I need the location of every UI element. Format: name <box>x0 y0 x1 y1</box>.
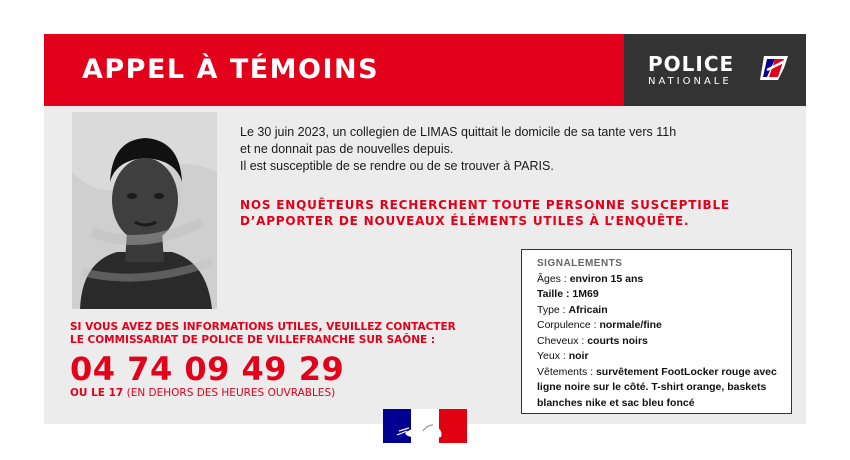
description-line: Il est susceptible de se rendre ou de se trouver à PARIS. <box>240 159 554 173</box>
signalement-key: Âges : <box>537 272 567 285</box>
missing-person-photo <box>72 112 217 309</box>
contact-instructions <box>70 321 540 347</box>
description-line: Le 30 juin 2023, un collegien de LIMAS quittait le domicile de sa tante vers 11h <box>240 125 677 139</box>
appeal-line: NOS ENQUÊTEURS RECHERCHENT TOUTE PERSONNE SUSCEPTIBLE <box>240 198 730 212</box>
portrait-image <box>72 112 217 309</box>
case-description <box>240 124 780 175</box>
signalement-row <box>537 365 783 412</box>
description-box <box>521 249 792 414</box>
description-line: et ne donnait pas de nouvelles depuis. <box>240 142 454 156</box>
signalement-value: environ 15 ans <box>569 272 644 285</box>
signalement-row <box>537 287 783 303</box>
signalement-row <box>537 318 783 334</box>
signalement-row <box>537 334 783 350</box>
appeal-line: D’APPORTER DE NOUVEAUX ÉLÉMENTS UTILES À L’ENQUÊTE. <box>240 214 690 228</box>
signalement-row <box>537 303 783 319</box>
signalement-value: survêtement FootLocker rouge avec ligne noire sur le côté. T-shirt orange, baskets blanches nike et sac bleu foncé <box>537 365 777 409</box>
logo-nationale-text: NATIONALE <box>648 76 732 87</box>
signalement-value: normale/fine <box>599 319 662 331</box>
alternate-contact-note: (EN DEHORS DES HEURES OUVRABLES) <box>126 387 336 399</box>
contact-line: SI VOUS AVEZ DES INFORMATIONS UTILES, VEUILLEZ CONTACTER <box>70 321 456 333</box>
alternate-contact <box>70 387 335 399</box>
poster-header <box>44 34 806 106</box>
appeal-poster <box>44 34 806 424</box>
signalement-key: Type : <box>537 303 566 316</box>
police-logo <box>624 34 806 106</box>
poster-title: APPEL À TÉMOINS <box>82 54 380 85</box>
signalement-value: courts noirs <box>587 334 648 347</box>
phone-number[interactable]: 04 74 09 49 29 <box>70 350 345 388</box>
signalement-key: Taille : <box>537 288 570 300</box>
logo-police-text: POLICE <box>648 52 735 76</box>
signalement-value: noir <box>568 350 589 362</box>
contact-line: LE COMMISSARIAT DE POLICE DE VILLEFRANCHE SUR SAÔNE : <box>70 334 436 346</box>
signalement-row <box>537 349 783 365</box>
signalement-key: Cheveux : <box>537 334 585 347</box>
signalement-key: Yeux : <box>537 350 566 362</box>
investigators-appeal <box>240 197 780 229</box>
republique-francaise-logo-icon <box>383 409 467 443</box>
signalement-title: SIGNALEMENTS <box>537 258 623 269</box>
police-emblem-icon <box>758 56 788 80</box>
signalement-row <box>537 272 783 288</box>
signalement-value: Africain <box>568 303 608 316</box>
header-banner <box>44 34 624 106</box>
signalement-key: Vêtements : <box>537 365 594 378</box>
emergency-number[interactable]: OU LE 17 <box>70 387 124 399</box>
signalement-key: Corpulence : <box>537 319 597 331</box>
signalement-value: 1M69 <box>572 288 599 300</box>
